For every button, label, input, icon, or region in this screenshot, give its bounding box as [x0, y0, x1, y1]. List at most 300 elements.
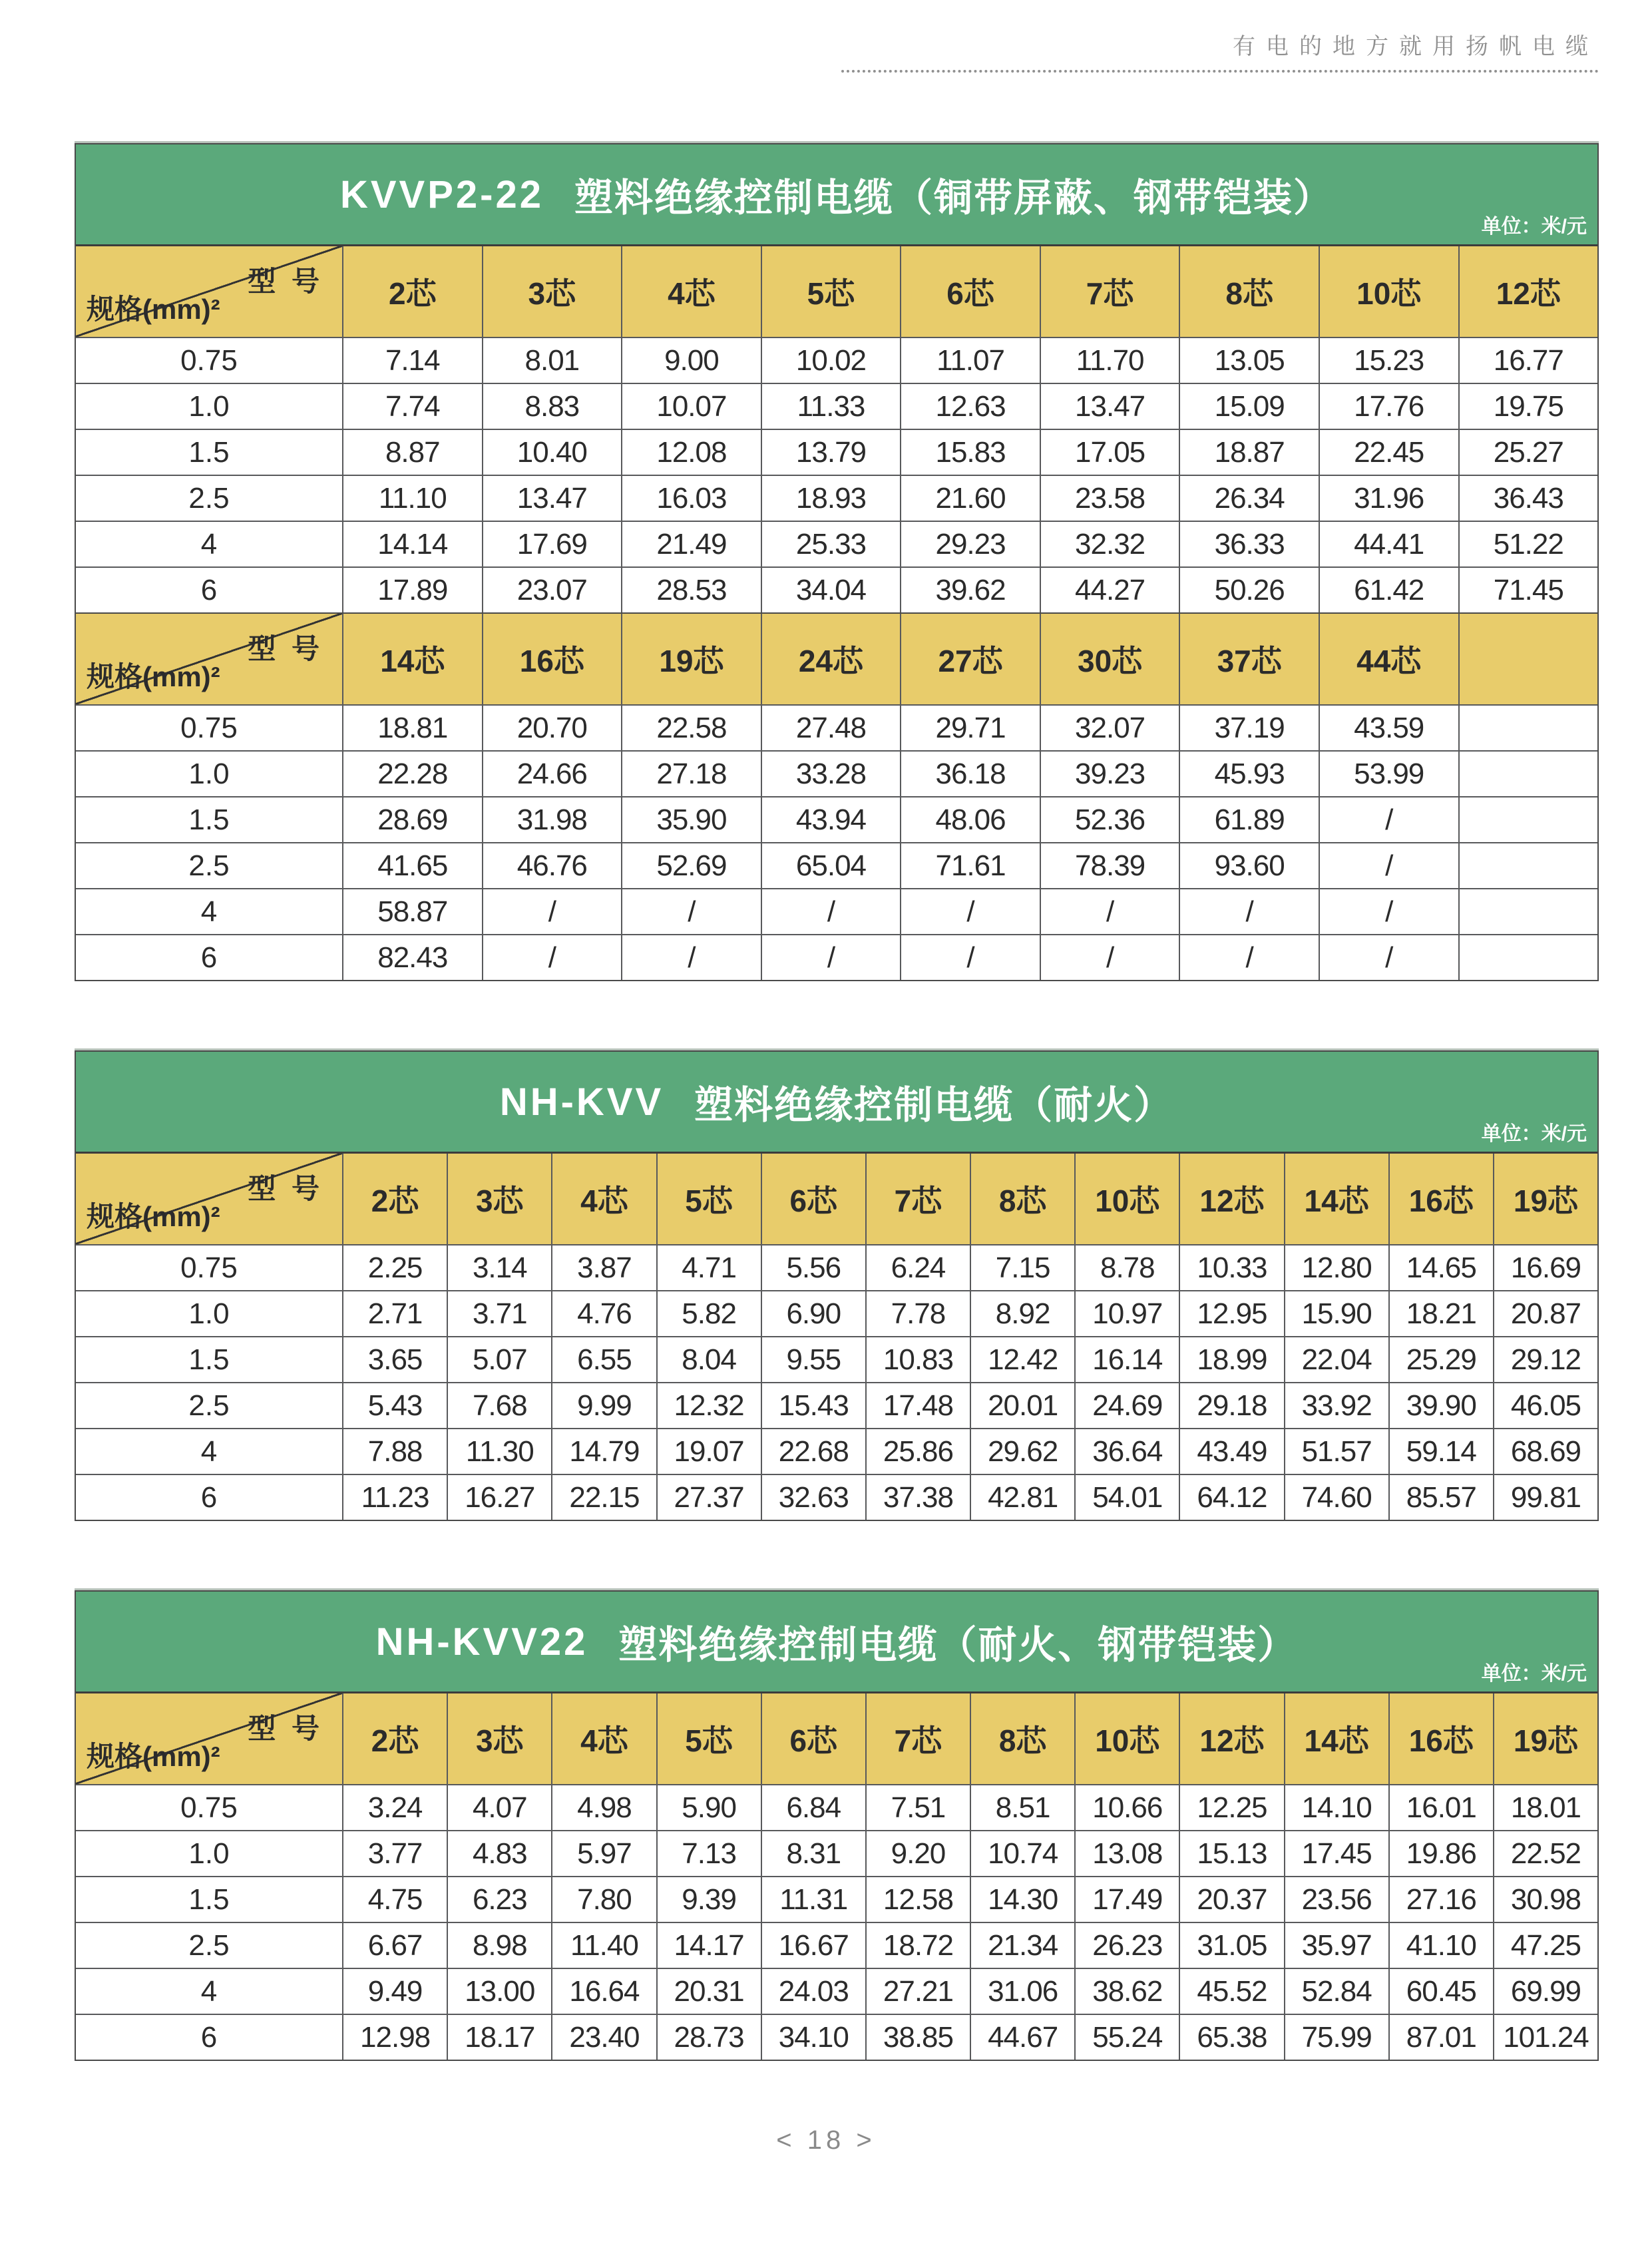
price-cell: 87.01 [1388, 2015, 1493, 2060]
price-cell: 12.25 [1179, 1785, 1283, 1830]
table-title-bar [76, 1052, 1597, 1154]
table-header-row [76, 246, 1597, 337]
header-divider [841, 70, 1599, 73]
table-row [76, 1784, 1597, 1830]
price-cell: 16.64 [551, 1969, 656, 2014]
price-cell: 7.51 [865, 1785, 970, 1830]
price-cell: 37.38 [865, 1475, 970, 1520]
price-cell: 99.81 [1493, 1475, 1597, 1520]
core-count-header: 3芯 [447, 1154, 551, 1244]
price-cell: 28.73 [656, 2015, 761, 2060]
price-table-nh-kvv [75, 1050, 1599, 1521]
price-cell: 14.14 [342, 522, 482, 566]
price-cell: 35.90 [621, 797, 761, 842]
price-cell: 18.93 [761, 476, 901, 521]
price-cell: 31.96 [1319, 476, 1458, 521]
price-cell: 82.43 [342, 935, 482, 980]
price-cell: 12.58 [865, 1877, 970, 1922]
spec-cell: 0.75 [180, 343, 238, 377]
price-cell: 38.85 [865, 2015, 970, 2060]
price-cell: 20.31 [656, 1969, 761, 2014]
core-count-header: 6芯 [900, 246, 1040, 337]
price-cell: 23.40 [551, 2015, 656, 2060]
price-cell: 30.98 [1493, 1877, 1597, 1922]
price-cell: 15.90 [1284, 1291, 1388, 1336]
price-cell: 16.03 [621, 476, 761, 521]
price-cell: / [621, 889, 761, 934]
core-count-header: 8芯 [970, 1693, 1074, 1784]
price-cell: / [1040, 935, 1179, 980]
price-cell: 55.24 [1074, 2015, 1179, 2060]
core-count-header: 16芯 [1388, 1693, 1493, 1784]
price-cell: 21.60 [900, 476, 1040, 521]
price-cell: 16.27 [447, 1475, 551, 1520]
price-cell: 54.01 [1074, 1475, 1179, 1520]
core-count-header: 2芯 [342, 246, 482, 337]
price-cell: 61.89 [1179, 797, 1319, 842]
table-row [76, 1244, 1597, 1290]
price-cell: 36.43 [1458, 476, 1598, 521]
price-cell: 19.07 [656, 1429, 761, 1474]
price-cell: 7.13 [656, 1831, 761, 1876]
price-cell: 8.92 [970, 1291, 1074, 1336]
price-cell: 78.39 [1040, 843, 1179, 888]
corner-model-label: 型 号 [248, 266, 323, 297]
price-cell: 22.52 [1493, 1831, 1597, 1876]
price-cell: 8.87 [342, 430, 482, 475]
price-cell: 11.30 [447, 1429, 551, 1474]
spec-cell: 6 [200, 573, 218, 606]
price-cell: 5.97 [551, 1831, 656, 1876]
spec-cell: 1.5 [188, 1343, 230, 1376]
spec-cell: 4 [200, 1974, 218, 2008]
price-cell: 12.63 [900, 384, 1040, 429]
price-cell: 71.61 [900, 843, 1040, 888]
price-cell: 8.51 [970, 1785, 1074, 1830]
price-cell: 25.33 [761, 522, 901, 566]
price-cell: 34.04 [761, 568, 901, 612]
price-cell: 18.01 [1493, 1785, 1597, 1830]
core-count-header: 16芯 [1388, 1154, 1493, 1244]
core-count-header: 2芯 [342, 1154, 447, 1244]
price-cell: 33.28 [761, 752, 901, 796]
price-cell: 26.34 [1179, 476, 1319, 521]
core-count-header: 3芯 [482, 246, 622, 337]
price-cell: 4.07 [447, 1785, 551, 1830]
spec-cell: 0.75 [180, 711, 238, 744]
price-cell: 7.14 [342, 338, 482, 383]
table-title-model: NH-KVV [499, 1080, 664, 1124]
spec-cell: 0.75 [180, 1791, 238, 1824]
price-cell: 31.06 [970, 1969, 1074, 2014]
corner-model-label: 型 号 [248, 1173, 323, 1204]
price-cell: 93.60 [1179, 843, 1319, 888]
price-cell: / [1040, 889, 1179, 934]
core-count-header: 19芯 [621, 614, 761, 704]
price-cell: 3.14 [447, 1245, 551, 1290]
corner-cell [76, 246, 342, 337]
price-cell: 4.76 [551, 1291, 656, 1336]
price-cell: / [761, 935, 901, 980]
spec-cell: 2.5 [188, 481, 230, 515]
price-cell: 18.21 [1388, 1291, 1493, 1336]
price-cell: 36.64 [1074, 1429, 1179, 1474]
core-count-header: 4芯 [551, 1693, 656, 1784]
price-cell: 15.23 [1319, 338, 1458, 383]
price-cell: 14.10 [1284, 1785, 1388, 1830]
page-header [75, 0, 1599, 73]
core-count-header: 19芯 [1493, 1693, 1597, 1784]
table-row [76, 566, 1597, 612]
price-cell: 39.62 [900, 568, 1040, 612]
price-cell: 27.48 [761, 706, 901, 750]
price-cell: 3.87 [551, 1245, 656, 1290]
table-row [76, 1876, 1597, 1922]
price-cell: 21.34 [970, 1923, 1074, 1968]
price-cell: 43.59 [1319, 706, 1458, 750]
price-cell: 22.58 [621, 706, 761, 750]
price-cell: / [900, 935, 1040, 980]
table-title-desc: 塑料绝缘控制电缆（耐火、钢带铠装） [618, 1624, 1298, 1667]
spec-cell: 1.0 [188, 389, 230, 423]
price-cell: 32.63 [761, 1475, 865, 1520]
spec-cell: 4 [200, 527, 218, 560]
price-cell: 61.42 [1319, 568, 1458, 612]
table-row [76, 337, 1597, 383]
price-cell: 14.65 [1388, 1245, 1493, 1290]
price-cell: 44.27 [1040, 568, 1179, 612]
price-cell: 22.04 [1284, 1337, 1388, 1382]
price-cell: 6.55 [551, 1337, 656, 1382]
table-row [76, 1968, 1597, 2014]
price-cell: 13.47 [482, 476, 622, 521]
price-cell: 8.98 [447, 1923, 551, 1968]
core-count-header: 10芯 [1074, 1154, 1179, 1244]
core-count-header [1458, 614, 1598, 704]
table-row [76, 750, 1597, 796]
spec-cell: 2.5 [188, 849, 230, 882]
core-count-header: 14芯 [342, 614, 482, 704]
corner-cell [76, 1154, 342, 1244]
spec-cell: 1.0 [188, 1837, 230, 1870]
price-cell: 3.71 [447, 1291, 551, 1336]
price-cell: 11.33 [761, 384, 901, 429]
price-cell: 23.58 [1040, 476, 1179, 521]
table-title-desc: 塑料绝缘控制电缆（铜带屏蔽、钢带铠装） [574, 176, 1334, 220]
price-cell: 9.20 [865, 1831, 970, 1876]
price-cell: 26.23 [1074, 1923, 1179, 1968]
price-cell: 8.78 [1074, 1245, 1179, 1290]
price-cell: 9.00 [621, 338, 761, 383]
price-cell: 14.30 [970, 1877, 1074, 1922]
price-cell: 5.90 [656, 1785, 761, 1830]
price-cell: 22.15 [551, 1475, 656, 1520]
corner-cell [76, 1693, 342, 1784]
price-cell: 9.39 [656, 1877, 761, 1922]
core-count-header: 14芯 [1284, 1693, 1388, 1784]
price-cell: 10.97 [1074, 1291, 1179, 1336]
core-count-header: 6芯 [761, 1154, 865, 1244]
corner-spec-label: 规格(mm)² [87, 1741, 220, 1772]
core-count-header: 5芯 [761, 246, 901, 337]
price-cell: 43.49 [1179, 1429, 1283, 1474]
price-table-nh-kvv22 [75, 1590, 1599, 2061]
core-count-header: 4芯 [621, 246, 761, 337]
price-cell: 11.23 [342, 1475, 447, 1520]
core-count-header: 44芯 [1319, 614, 1458, 704]
price-cell: 4.83 [447, 1831, 551, 1876]
price-cell: 3.77 [342, 1831, 447, 1876]
table-title-bar [76, 1592, 1597, 1693]
price-cell: 46.76 [482, 843, 622, 888]
price-cell: 5.07 [447, 1337, 551, 1382]
price-cell: 15.13 [1179, 1831, 1283, 1876]
price-cell: 12.32 [656, 1383, 761, 1428]
core-count-header: 8芯 [1179, 246, 1319, 337]
price-cell: 14.79 [551, 1429, 656, 1474]
core-count-header: 4芯 [551, 1154, 656, 1244]
price-cell: 13.05 [1179, 338, 1319, 383]
unit-label: 单位：米/元 [1481, 1663, 1587, 1685]
price-cell: 6.67 [342, 1923, 447, 1968]
price-cell: 52.69 [621, 843, 761, 888]
table-row [76, 842, 1597, 888]
core-count-header: 12芯 [1179, 1154, 1283, 1244]
price-cell: 18.99 [1179, 1337, 1283, 1382]
price-cell: 17.05 [1040, 430, 1179, 475]
table-header-row [76, 1154, 1597, 1244]
price-cell: 27.18 [621, 752, 761, 796]
price-cell: 50.26 [1179, 568, 1319, 612]
price-cell: 17.49 [1074, 1877, 1179, 1922]
table-row [76, 1428, 1597, 1474]
table-row [76, 1336, 1597, 1382]
price-cell: 2.71 [342, 1291, 447, 1336]
price-cell: 23.56 [1284, 1877, 1388, 1922]
price-cell: 22.68 [761, 1429, 865, 1474]
spec-cell: 4 [200, 1435, 218, 1468]
table-row [76, 796, 1597, 842]
price-cell: / [761, 889, 901, 934]
spec-cell: 1.5 [188, 435, 230, 469]
price-cell: 8.01 [482, 338, 622, 383]
spec-cell: 6 [200, 2020, 218, 2054]
price-cell: 59.14 [1388, 1429, 1493, 1474]
price-cell: 53.99 [1319, 752, 1458, 796]
price-cell: 17.48 [865, 1383, 970, 1428]
unit-label: 单位：米/元 [1481, 216, 1587, 238]
core-count-header: 19芯 [1493, 1154, 1597, 1244]
price-cell: 69.99 [1493, 1969, 1597, 2014]
corner-spec-label: 规格(mm)² [87, 294, 220, 325]
price-cell: 17.89 [342, 568, 482, 612]
price-cell: 37.19 [1179, 706, 1319, 750]
core-count-header: 6芯 [761, 1693, 865, 1784]
price-cell: 10.74 [970, 1831, 1074, 1876]
price-cell: 17.45 [1284, 1831, 1388, 1876]
price-cell: 9.55 [761, 1337, 865, 1382]
price-cell: 24.69 [1074, 1383, 1179, 1428]
price-cell: 10.66 [1074, 1785, 1179, 1830]
price-cell: 18.72 [865, 1923, 970, 1968]
price-cell: 16.14 [1074, 1337, 1179, 1382]
price-cell: 29.18 [1179, 1383, 1283, 1428]
price-cell: 5.82 [656, 1291, 761, 1336]
corner-spec-label: 规格(mm)² [87, 1201, 220, 1232]
price-cell: 7.78 [865, 1291, 970, 1336]
price-cell: 85.57 [1388, 1475, 1493, 1520]
price-cell: 19.86 [1388, 1831, 1493, 1876]
price-cell: 25.27 [1458, 430, 1598, 475]
corner-model-label: 型 号 [248, 633, 323, 664]
price-cell: 68.69 [1493, 1429, 1597, 1474]
price-cell: 13.08 [1074, 1831, 1179, 1876]
price-cell [1458, 752, 1598, 796]
price-cell: 25.86 [865, 1429, 970, 1474]
price-cell: 31.98 [482, 797, 622, 842]
price-cell: 41.65 [342, 843, 482, 888]
core-count-header: 7芯 [865, 1693, 970, 1784]
price-cell: 32.07 [1040, 706, 1179, 750]
price-cell: 6.24 [865, 1245, 970, 1290]
price-cell: 39.90 [1388, 1383, 1493, 1428]
price-cell: / [1179, 935, 1319, 980]
spec-cell: 6 [200, 941, 218, 974]
price-cell: 7.80 [551, 1877, 656, 1922]
price-cell: / [1179, 889, 1319, 934]
price-cell: 43.94 [761, 797, 901, 842]
price-cell: 12.95 [1179, 1291, 1283, 1336]
price-cell: 27.37 [656, 1475, 761, 1520]
price-cell: / [1319, 935, 1458, 980]
price-cell: 71.45 [1458, 568, 1598, 612]
price-cell: 65.38 [1179, 2015, 1283, 2060]
price-cell: 47.25 [1493, 1923, 1597, 1968]
price-cell: 9.49 [342, 1969, 447, 2014]
price-cell: 10.40 [482, 430, 622, 475]
price-cell: / [482, 889, 622, 934]
price-cell: 24.66 [482, 752, 622, 796]
spec-cell: 2.5 [188, 1389, 230, 1422]
price-cell: 11.70 [1040, 338, 1179, 383]
table-row [76, 2014, 1597, 2060]
corner-spec-label: 规格(mm)² [87, 661, 220, 692]
price-cell: 33.92 [1284, 1383, 1388, 1428]
price-cell: 16.69 [1493, 1245, 1597, 1290]
price-cell: 22.45 [1319, 430, 1458, 475]
page-number: < 18 > [776, 2126, 876, 2155]
price-cell [1458, 843, 1598, 888]
table-row [76, 383, 1597, 429]
price-cell: 9.99 [551, 1383, 656, 1428]
unit-label: 单位：米/元 [1481, 1123, 1587, 1145]
price-cell: 11.10 [342, 476, 482, 521]
table-header-row [76, 612, 1597, 704]
spec-cell: 1.5 [188, 1883, 230, 1916]
table-sections [76, 1693, 1597, 2060]
table-row [76, 429, 1597, 475]
price-cell: 28.69 [342, 797, 482, 842]
spec-cell: 6 [200, 1480, 218, 1514]
price-cell: 18.17 [447, 2015, 551, 2060]
price-cell: 8.04 [656, 1337, 761, 1382]
core-count-header: 12芯 [1458, 246, 1598, 337]
price-cell: 10.02 [761, 338, 901, 383]
table-row [76, 1474, 1597, 1520]
price-cell: 18.81 [342, 706, 482, 750]
price-cell: 20.01 [970, 1383, 1074, 1428]
spec-cell: 0.75 [180, 1251, 238, 1284]
corner-cell [76, 614, 342, 704]
price-cell: 17.69 [482, 522, 622, 566]
price-cell: / [1319, 797, 1458, 842]
price-cell: 42.81 [970, 1475, 1074, 1520]
price-cell: 25.29 [1388, 1337, 1493, 1382]
table-row [76, 934, 1597, 980]
price-cell: 35.97 [1284, 1923, 1388, 1968]
price-cell: 20.87 [1493, 1291, 1597, 1336]
price-cell: 19.75 [1458, 384, 1598, 429]
price-cell: 10.33 [1179, 1245, 1283, 1290]
core-count-header: 8芯 [970, 1154, 1074, 1244]
price-cell: 7.68 [447, 1383, 551, 1428]
price-cell: 38.62 [1074, 1969, 1179, 2014]
price-cell: 20.70 [482, 706, 622, 750]
header-slogan: 有电的地方就用扬帆电缆 [1233, 34, 1599, 59]
price-cell [1458, 797, 1598, 842]
price-cell: 45.52 [1179, 1969, 1283, 2014]
price-cell: 52.84 [1284, 1969, 1388, 2014]
corner-model-label: 型 号 [248, 1713, 323, 1744]
price-cell: 11.40 [551, 1923, 656, 1968]
price-cell: / [1319, 889, 1458, 934]
price-cell [1458, 706, 1598, 750]
price-cell: 64.12 [1179, 1475, 1283, 1520]
core-count-header: 24芯 [761, 614, 901, 704]
core-count-header: 7芯 [865, 1154, 970, 1244]
price-cell: 17.76 [1319, 384, 1458, 429]
core-count-header: 37芯 [1179, 614, 1319, 704]
price-cell: 16.77 [1458, 338, 1598, 383]
price-cell: 28.53 [621, 568, 761, 612]
spec-cell: 2.5 [188, 1928, 230, 1962]
price-cell: 41.10 [1388, 1923, 1493, 1968]
price-cell: 6.84 [761, 1785, 865, 1830]
page-content [75, 0, 1599, 2061]
table-row [76, 475, 1597, 521]
price-cell: 51.57 [1284, 1429, 1388, 1474]
table-title-desc: 塑料绝缘控制电缆（耐火） [694, 1084, 1174, 1127]
core-count-header: 3芯 [447, 1693, 551, 1784]
price-cell: 10.83 [865, 1337, 970, 1382]
price-cell: 15.83 [900, 430, 1040, 475]
price-cell: 21.49 [621, 522, 761, 566]
price-cell: 13.00 [447, 1969, 551, 2014]
core-count-header: 27芯 [900, 614, 1040, 704]
price-cell: 7.74 [342, 384, 482, 429]
price-cell: 8.83 [482, 384, 622, 429]
price-cell: 46.05 [1493, 1383, 1597, 1428]
price-cell: 52.36 [1040, 797, 1179, 842]
core-count-header: 7芯 [1040, 246, 1179, 337]
core-count-header: 12芯 [1179, 1693, 1283, 1784]
table-row [76, 521, 1597, 566]
price-cell: 13.47 [1040, 384, 1179, 429]
price-cell: 27.16 [1388, 1877, 1493, 1922]
price-cell: 29.12 [1493, 1337, 1597, 1382]
price-cell: 6.23 [447, 1877, 551, 1922]
price-cell: 39.23 [1040, 752, 1179, 796]
